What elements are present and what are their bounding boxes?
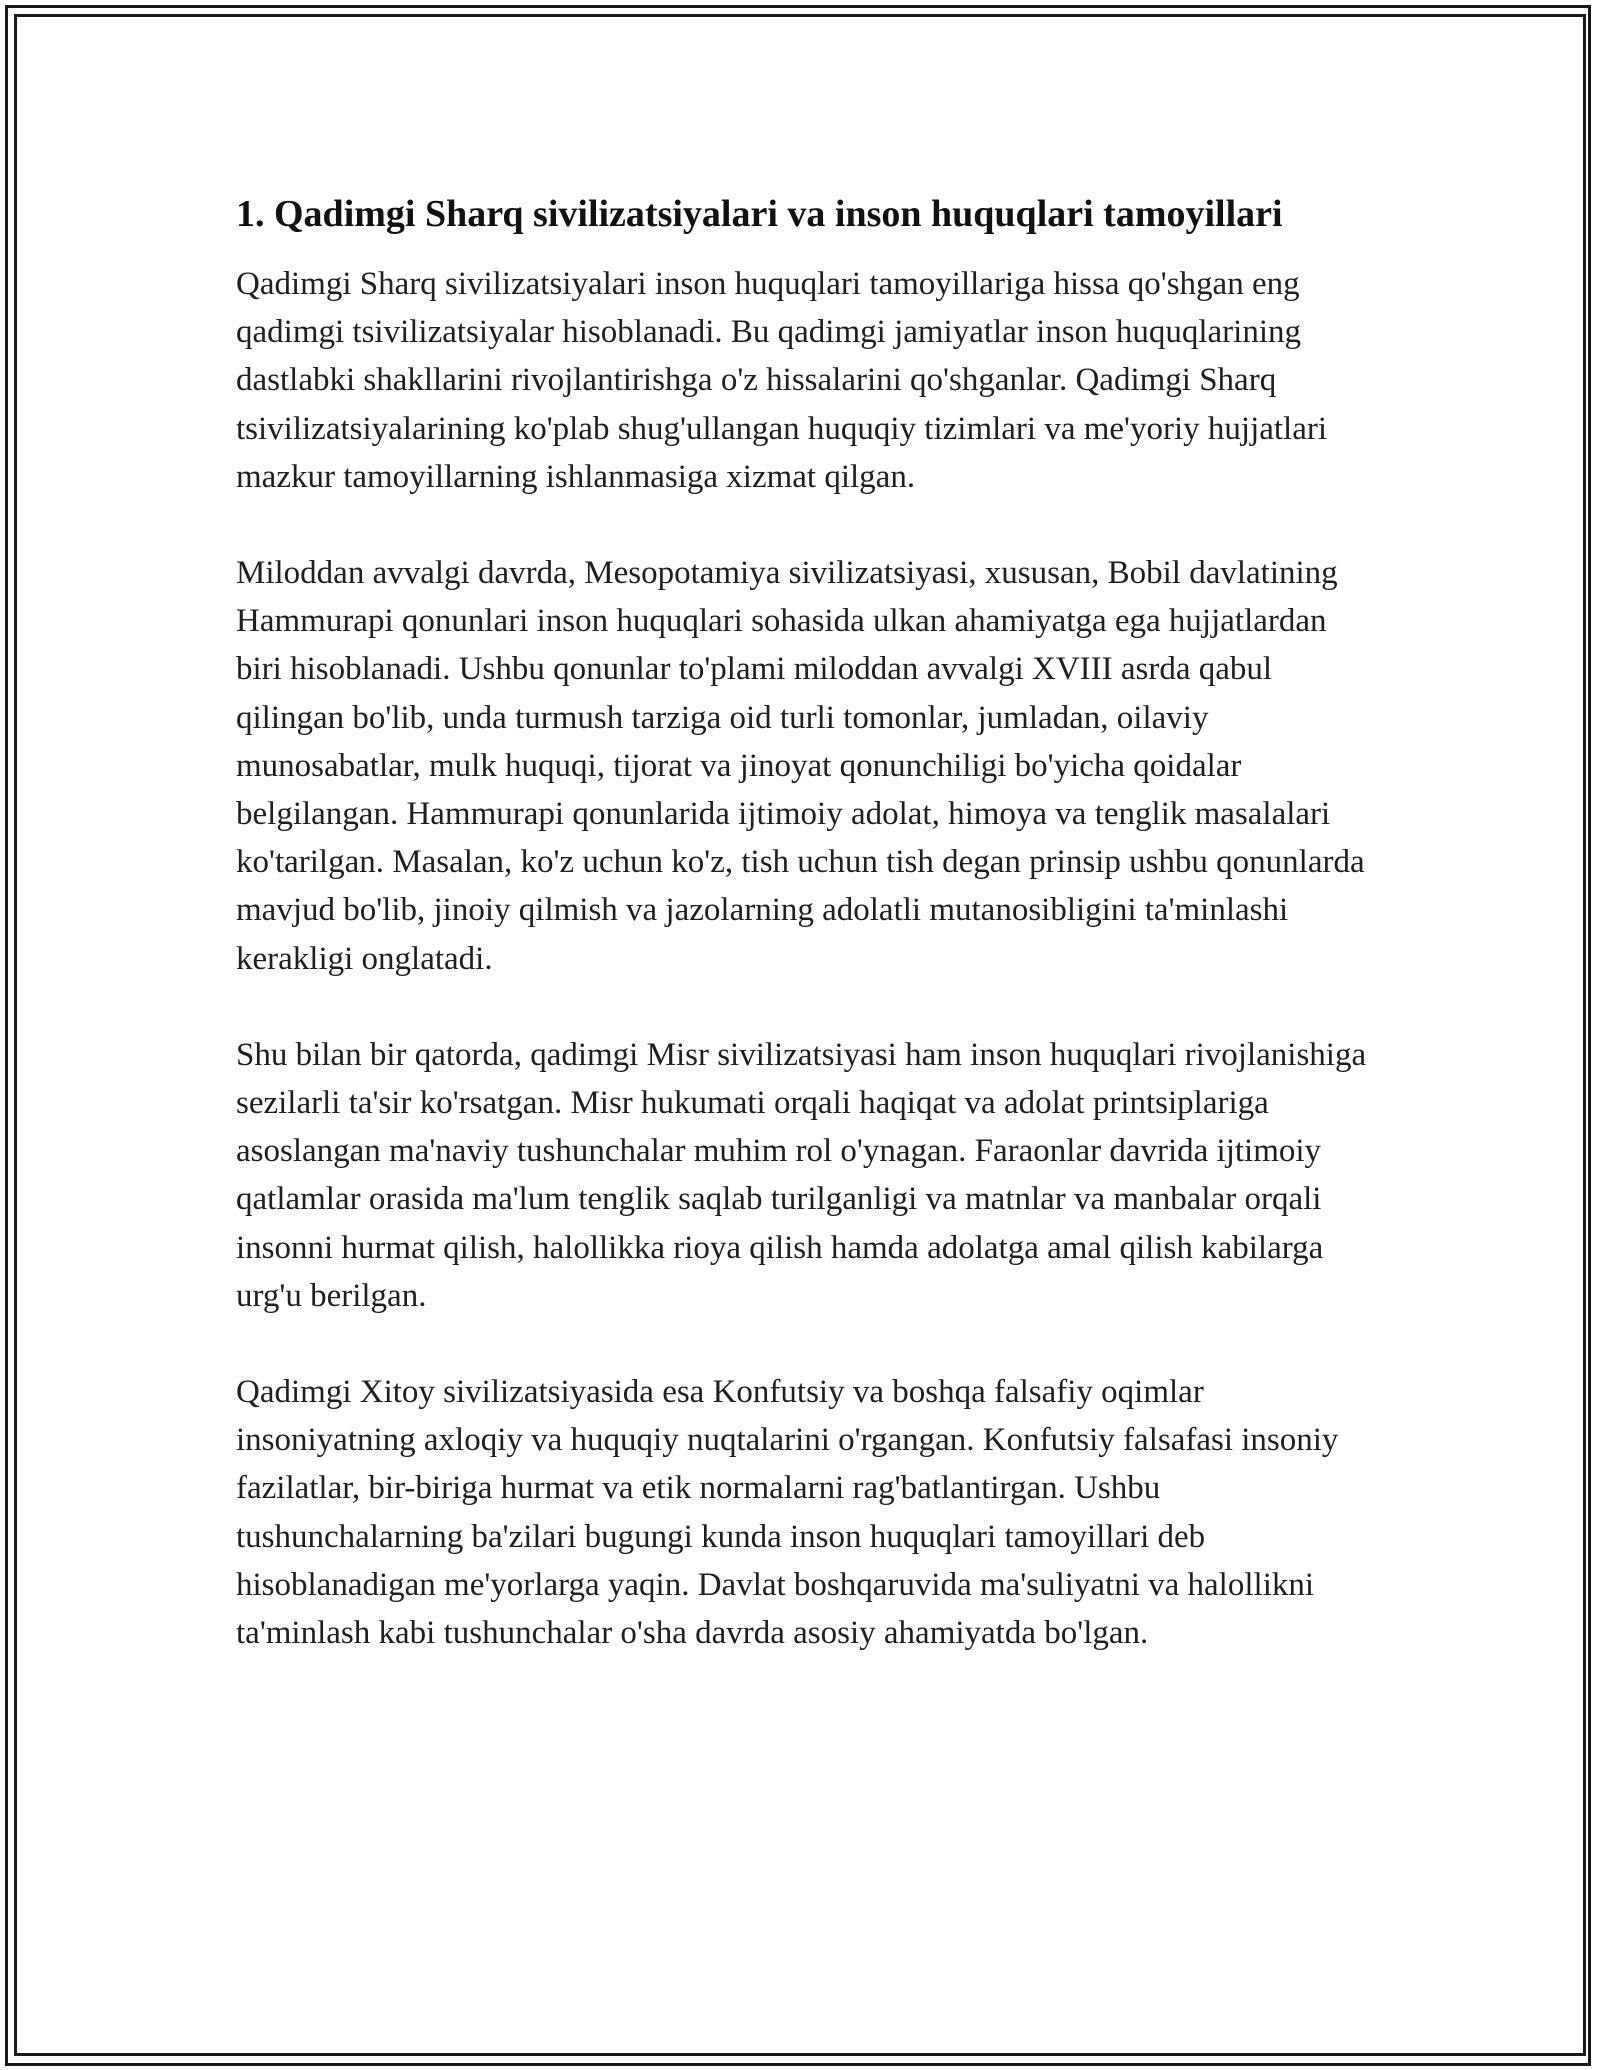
paragraph-2: Miloddan avvalgi davrda, Mesopotamiya sivilizatsiyasi, xususan, Bobil davlatining Hammurapi qonunlari inson huquqlari sohasida ulkan ahamiyatga ega hujjatlardan biri hisoblanadi. Ushbu qonunlar to'plami miloddan avvalgi XVIII asrda qabul qilingan bo'lib, unda turmush tarziga oid turli tomonlar, jumladan, oilaviy munosabatlar, mulk huquqi, tijorat va jinoyat qonunchiligi bo'yicha qoidalar belgilangan. Hammurapi qonunlarida ijtimoiy adolat, himoya va tenglik masalalari ko'tarilgan. Masalan, ko'z uchun ko'z, tish uchun tish degan prinsip ushbu qonunlarda mavjud bo'lib, jinoiy qilmish va jazolarning adolatli mutanosibligini ta'minlashi kerakligi onglatadi.: [236, 555, 1365, 977]
section-title: 1. Qadimgi Sharq sivilizatsiyalari va inson huquqlari tamoyillari: [236, 193, 1283, 235]
paragraph-1: Qadimgi Sharq sivilizatsiyalari inson huquqlari tamoyillariga hissa qo'shgan eng qadimgi tsivilizatsiyalar hisoblanadi. Bu qadimgi jamiyatlar inson huquqlarining dastlabki shakllarini rivojlantirishga o'z hissalarini qo'shganlar. Qadimgi Sharq tsivilizatsiyalarining ko'plab shug'ullangan huquqiy tizimlari va me'yoriy hujjatlari mazkur tamoyillarning ishlanmasiga xizmat qilgan.: [236, 266, 1328, 495]
paragraph-4: Qadimgi Xitoy sivilizatsiyasida esa Konfutsiy va boshqa falsafiy oqimlar insoniyatning axloqiy va huquqiy nuqtalarini o'rgangan. Konfutsiy falsafasi insoniy fazilatlar, bir-biriga hurmat va etik normalarni rag'batlantirgan. Ushbu tushunchalarning ba'zilari bugungi kunda inson huquqlari tamoyillari deb hisoblanadigan me'yorlarga yaqin. Davlat boshqaruvida ma'suliyatni va halollikni ta'minlash kabi tushunchalar o'sha davrda asosiy ahamiyatda bo'lgan.: [236, 1374, 1339, 1652]
document-body: [236, 186, 1376, 1705]
paragraph-3: Shu bilan bir qatorda, qadimgi Misr sivilizatsiyasi ham inson huquqlari rivojlanishiga sezilarli ta'sir ko'rsatgan. Misr hukumati orqali haqiqat va adolat printsiplariga asoslangan ma'naviy tushunchalar muhim rol o'ynagan. Faraonlar davrida ijtimoiy qatlamlar orasida ma'lum tenglik saqlab turilganligi va matnlar va manbalar orqali insonni hurmat qilish, halollikka rioya qilish hamda adolatga amal qilish kabilarga urg'u berilgan.: [236, 1036, 1367, 1314]
